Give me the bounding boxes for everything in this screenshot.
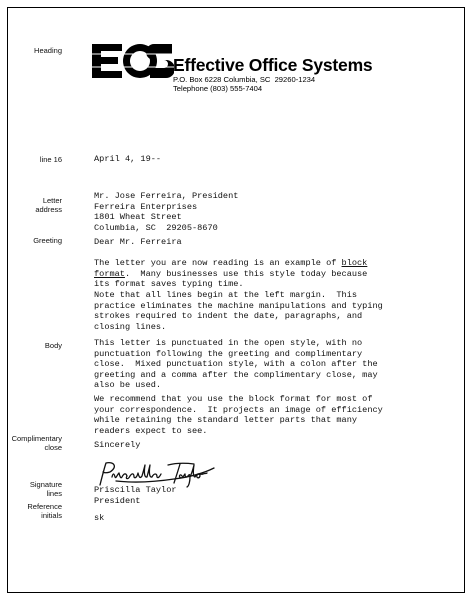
inside-address-line: Columbia, SC 29205-8670 <box>94 222 218 233</box>
label-greeting: Greeting <box>33 236 62 245</box>
body-paragraph: Note that all lines begin at the left margin. This practice eliminates the machine manipulations and typing strokes required to indent the date, paragraphs, and closing lines. <box>94 290 383 332</box>
inside-address-line: 1801 Wheat Street <box>94 212 182 223</box>
complimentary-close: Sincerely <box>94 440 141 450</box>
body-paragraph: This letter is punctuated in the open style, with no punctuation following the greeting and complimentary close. Mixed punctuation style, with a colon after the greeting and a comma after the complimentary close, may also be used. <box>94 338 378 391</box>
company-name: Effective Office Systems <box>173 55 373 75</box>
label-letter-address: Letter address <box>35 196 62 214</box>
inside-address-line: Ferreira Enterprises <box>94 201 198 212</box>
label-line16: line 16 <box>39 155 62 164</box>
label-complimentary-close: Complimentary close <box>11 434 62 452</box>
salutation: Dear Mr. Ferreira <box>94 237 182 247</box>
reference-initials: sk <box>94 513 105 523</box>
body-paragraph: We recommend that you use the block format for most of your correspondence. It projects an image of efficiency while retaining the standard letter parts that many readers expect to see. <box>94 394 383 436</box>
inside-address-line: Mr. Jose Ferreira, President <box>94 191 239 201</box>
company-address: P.O. Box 6228 Columbia, SC 29260-1234 <box>173 75 316 84</box>
label-body: Body <box>44 341 62 350</box>
underlined-term: block <box>341 258 368 268</box>
inside-address <box>94 191 238 233</box>
label-reference-initials: Reference initials <box>27 502 62 520</box>
signer-title: President <box>94 495 141 506</box>
eos-monogram-logo <box>88 42 174 80</box>
signature-block <box>94 485 177 506</box>
label-heading: Heading <box>34 46 62 55</box>
letter-date: April 4, 19-- <box>94 154 162 164</box>
body-paragraph: The letter you are now reading is an example of block format. Many businesses use this style today because its format saves typing time. <box>94 258 368 290</box>
underlined-term: format <box>94 268 125 279</box>
letter-page <box>7 7 465 593</box>
label-signature-lines: Signature lines <box>29 480 62 498</box>
company-telephone: Telephone (803) 555-7404 <box>173 84 263 93</box>
signer-name: Priscilla Taylor <box>94 485 177 495</box>
